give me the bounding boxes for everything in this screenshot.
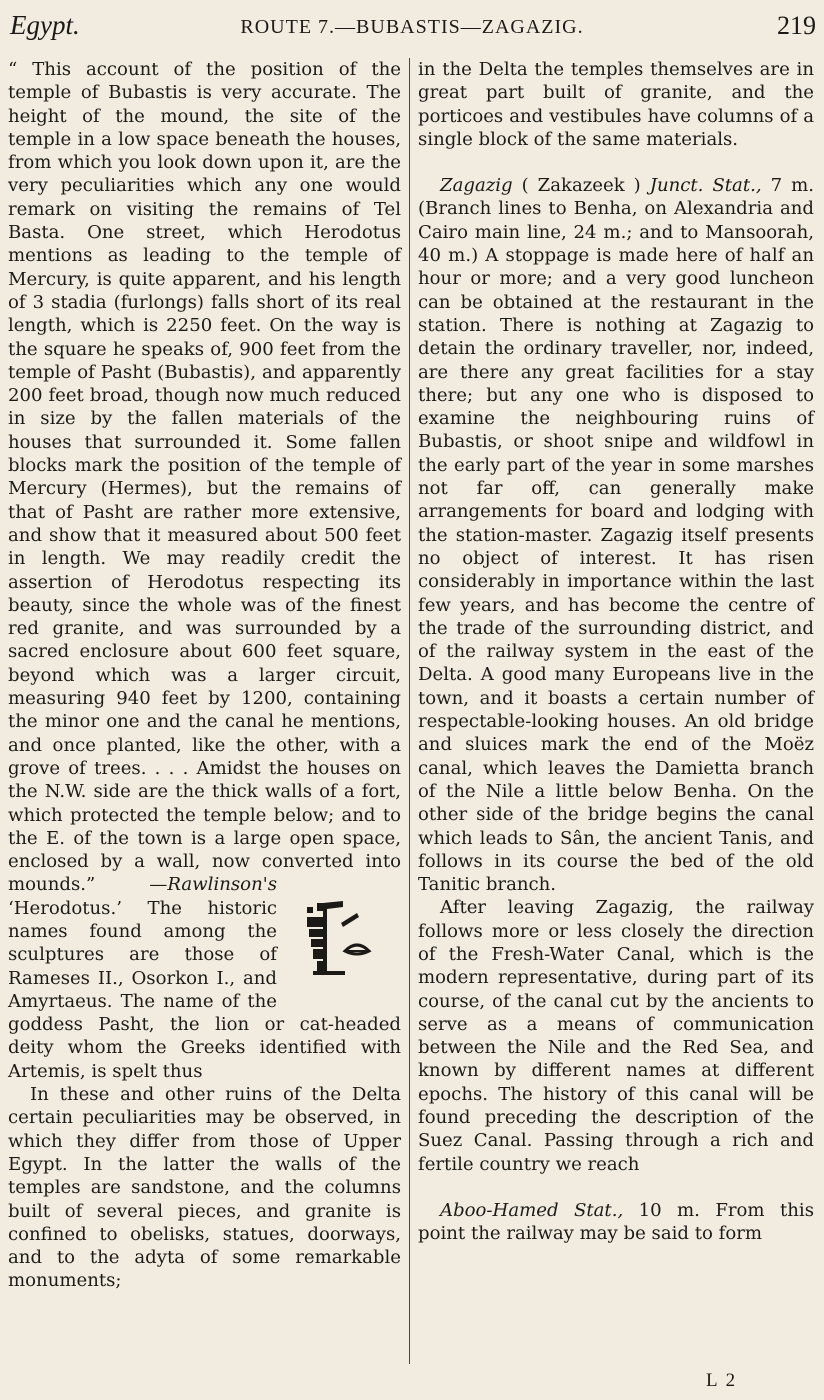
running-header <box>8 8 816 42</box>
railway-paragraph: After leaving Zagazig, the railway follows more or less closely the direction of the Fresh-Water Canal, which is the modern representative, during part of its course, of the canal cut by the ancients to serve as a means of communication between the Nile and the Red Sea, and known by different names at different epochs. The history of this canal will be found preceding the description of the Suez Canal. Passing through a rich and fertile country we reach <box>418 897 814 1175</box>
quotation-text: “ This account of the position of the temple of Bubastis is very accurate. The height of the mound, the site of the temple in a low space beneath the houses, from which you look down upon it, are the very peculiarities which any one would remark on visiting the remains of Tel Basta. One street, which Herodotus mentions as leading to the temple of Mercury, is quite apparent, and his length of 3 stadia (furlongs) falls short of its real length, which is 2250 feet. On the way is the square he speaks of, 900 feet from the temple of Pasht (Bubastis), and apparently 200 feet broad, though now much reduced in size by the fallen materials of the houses that surrounded it. Some fallen blocks mark the position of the temple of Mercury (Hermes), but the remains of that of Pasht are rather more extensive, and show that it measured about 500 feet in length. We may readily credit the assertion of Herodotus respecting its beauty, since the whole was of the finest red granite, and was surrounded by a sacred enclosure about 600 feet square, beyond which was a larger circuit, measuring 940 feet by 1200, containing the minor one and the canal he mentions, and once planted, like the other, with a grove of trees. . . . Amidst the houses on the N.W. side are the thick walls of a fort, which protected the temple below; and to the E. of the town is a large open space, enclosed by a wall, now converted into mounds.” — <box>8 59 401 896</box>
aboo-hamed-name: Aboo-Hamed Stat., <box>440 1199 624 1221</box>
zagazig-station-type: Junct. Stat., <box>649 175 762 197</box>
right-column <box>418 58 814 1246</box>
signature-mark: L 2 <box>706 1370 738 1391</box>
page-number: 219 <box>777 11 816 40</box>
delta-temples-paragraph: in the Delta the temples themselves are in great part built of granite, and the porticoes and vestibules have columns of a single block of the same materials. <box>418 59 814 150</box>
column-divider <box>409 58 410 1364</box>
left-column <box>8 58 401 1293</box>
zagazig-name: Zagazig <box>440 175 513 197</box>
header-country: Egypt. <box>10 10 80 40</box>
zagazig-alt-name: ( Zakazeek ) <box>512 175 650 197</box>
zagazig-paragraph <box>418 174 814 896</box>
quotation-continuation: ‘Herodotus.’ The historic names found among the sculptures are those of Rameses II., Osorkon I., and Amyrtaeus. The name of the goddess Pasht, the lion or cat-headed deity whom the Greeks identified with Artemis, is spelt thus <box>8 897 401 1082</box>
aboo-hamed-description: 10 m. From this point the railway may be said to form <box>418 1199 814 1245</box>
header-route-title: ROUTE 7.—BUBASTIS—ZAGAZIG. <box>240 16 584 38</box>
quotation-paragraph <box>8 58 401 1083</box>
delta-ruins-paragraph: In these and other ruins of the Delta certain peculiarities may be observed, in which they differ from those of Upper Egypt. In the latter the walls of the temples are sandstone, and the columns built of several pieces, and granite is confined to obelisks, statues, doorways, and to the adyta of some remarkable monuments; <box>8 1084 401 1292</box>
quotation-attribution: Rawlinson's <box>167 874 277 896</box>
aboo-hamed-paragraph <box>418 1199 814 1246</box>
hieroglyph-illustration <box>283 873 401 988</box>
zagazig-description: 7 m. (Branch lines to Benha, on Alexandria and Cairo main line, 24 m.; and to Mansoorah, 40 m.) A stoppage is made here of half an hour or more; and a very good luncheon can be obtained at the restaurant in the station. There is nothing at Zagazig to detain the ordinary traveller, nor, indeed, are there any great facilities for a stay there; but any one who is disposed to examine the neighbouring ruins of Bubastis, or shoot snipe and wildfowl in the early part of the year in some marshes not far off, can generally make arrangements for board and lodging with the station-master. Zagazig itself presents no object of interest. It has risen considerably in importance within the last few years, and has become the centre of the trade of the surrounding district, and of the railway system in the east of the Delta. A good many Europeans live in the town, and it boasts a certain number of respectable-looking houses. An old bridge and sluices mark the end of the Moëz canal, which leaves the Damietta branch of the Nile a little below Benha. On the other side of the bridge begins the canal which leads to Sân, the ancient Tanis, and follows in its course the bed of the old Tanitic branch. <box>418 175 814 896</box>
